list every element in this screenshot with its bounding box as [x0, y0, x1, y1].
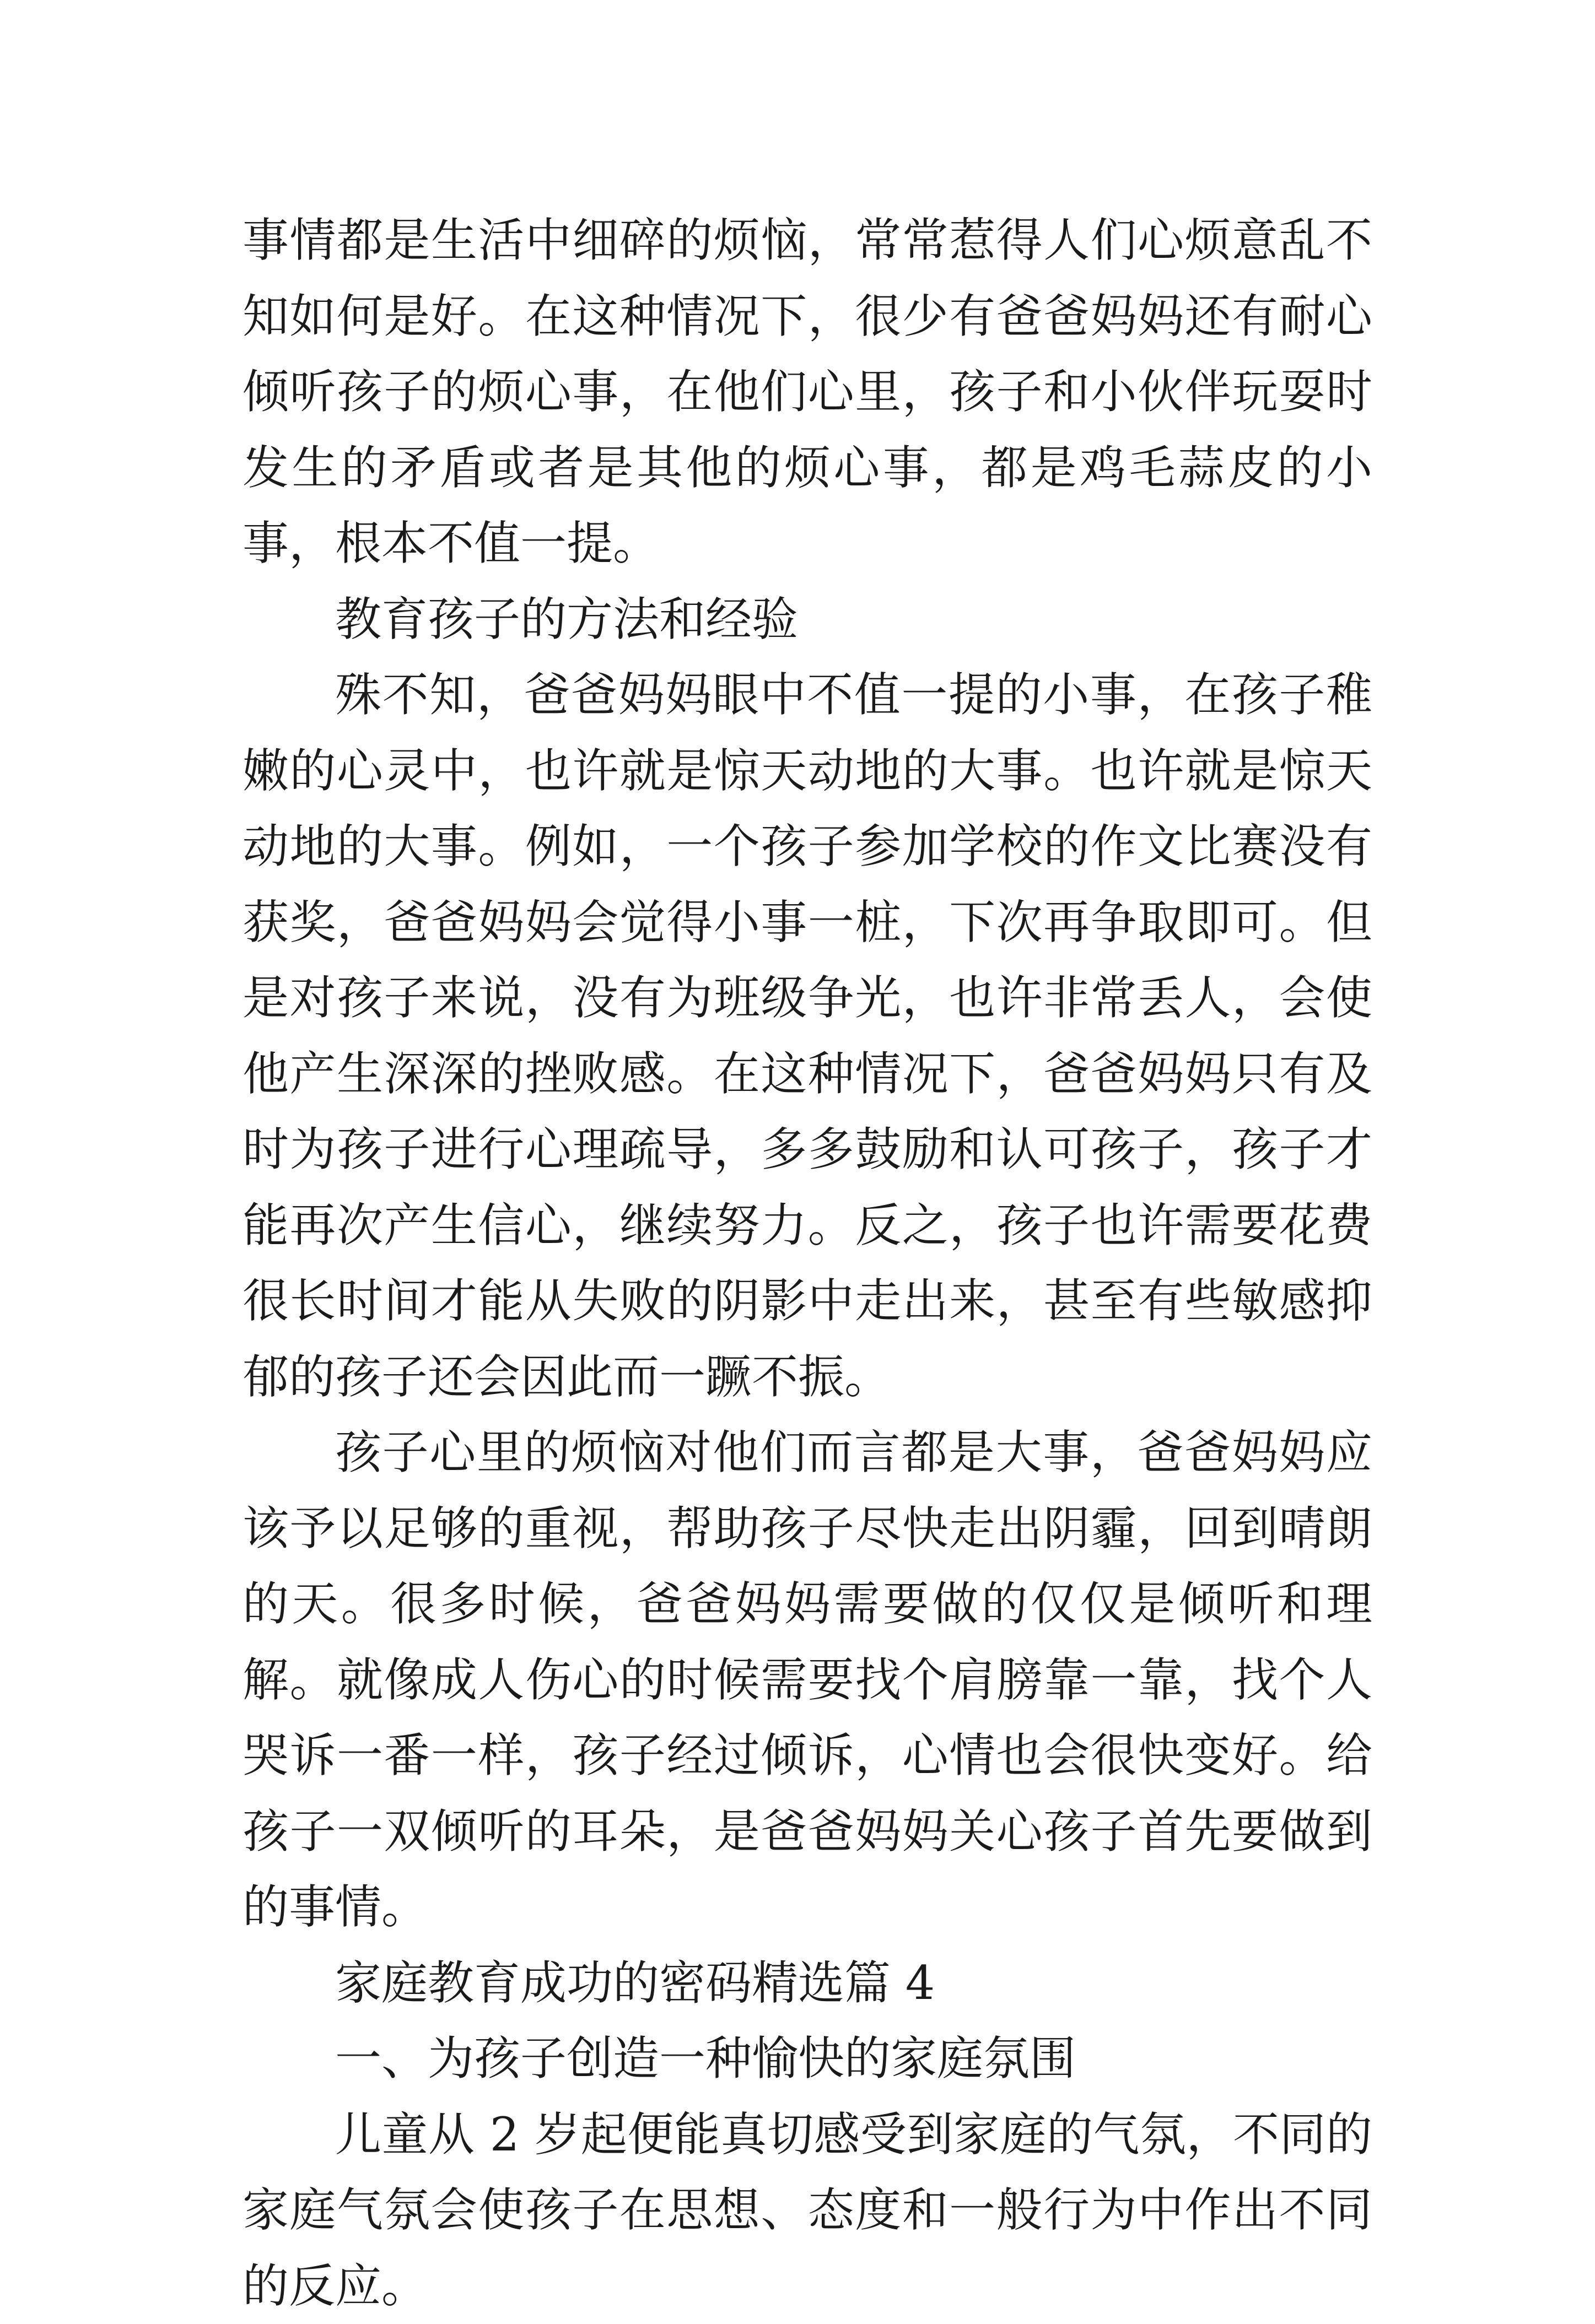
chapter-heading: 家庭教育成功的密码精选篇 4: [243, 1945, 1372, 2022]
paragraph: 殊不知，爸爸妈妈眼中不值一提的小事，在孩子稚嫩的心灵中，也许就是惊天动地的大事。也许就是惊天动地的大事。例如，一个孩子参加学校的作文比赛没有获奖，爸爸妈妈会觉得小事一桩，下次再争取即可。但是对孩子来说，没有为班级争光，也许非常丢人，会使他产生深深的挫败感。在这种情况下，爸爸妈妈只有及时为孩子进行心理疏导，多多鼓励和认可孩子，孩子才能再次产生信心，继续努力。反之，孩子也许需要花费很长时间才能从失败的阴影中走出来，甚至有些敏感抑郁的孩子还会因此而一蹶不振。: [243, 657, 1372, 1415]
document-body: [243, 203, 1372, 2324]
paragraph: 儿童从 2 岁起便能真切感受到家庭的气氛，不同的家庭气氛会使孩子在思想、态度和一般行为中作出不同的反应。: [243, 2097, 1372, 2324]
paragraph-continuation: 事情都是生活中细碎的烦恼，常常惹得人们心烦意乱不知如何是好。在这种情况下，很少有爸爸妈妈还有耐心倾听孩子的烦心事，在他们心里，孩子和小伙伴玩耍时发生的矛盾或者是其他的烦心事，都是鸡毛蒜皮的小事，根本不值一提。: [243, 203, 1372, 582]
section-heading: 教育孩子的方法和经验: [243, 582, 1372, 658]
subsection-heading: 一、为孩子创造一种愉快的家庭氛围: [243, 2021, 1372, 2097]
paragraph: 孩子心里的烦恼对他们而言都是大事，爸爸妈妈应该予以足够的重视，帮助孩子尽快走出阴霾，回到晴朗的天。很多时候，爸爸妈妈需要做的仅仅是倾听和理解。就像成人伤心的时候需要找个肩膀靠一靠，找个人哭诉一番一样，孩子经过倾诉，心情也会很快变好。给孩子一双倾听的耳朵，是爸爸妈妈关心孩子首先要做到的事情。: [243, 1415, 1372, 1945]
